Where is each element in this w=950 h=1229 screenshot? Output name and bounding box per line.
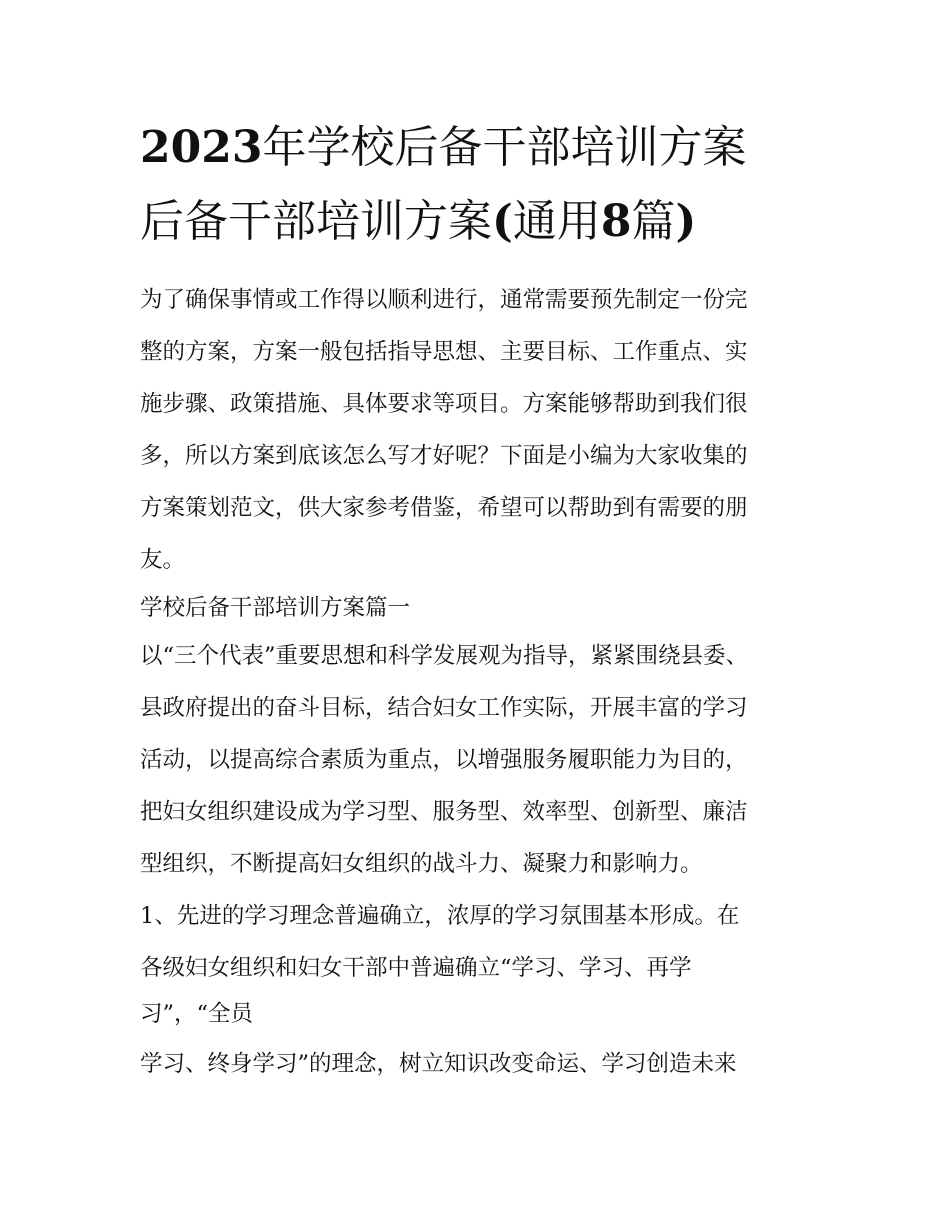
title-text-1: 年学校后备干部培训方案 <box>262 122 747 173</box>
title-paren-open: ( <box>492 196 513 247</box>
intro-line: 友。 <box>140 547 186 573</box>
section-line: 学习、终身学习”的理念，树立知识改变命运、学习创造未来 <box>140 1051 737 1077</box>
title-paren-close: ) <box>675 196 697 247</box>
section-line: 把妇女组织建设成为学习型、服务型、效率型、创新型、廉洁 <box>140 799 748 825</box>
intro-line: 整的方案，方案一般包括指导思想、主要目标、工作重点、实 <box>140 339 748 365</box>
title-year: 2023 <box>140 122 263 173</box>
section-line: 习”，“全员 <box>140 1001 254 1027</box>
section-line: 县政府提出的奋斗目标，结合妇女工作实际，开展丰富的学习 <box>140 695 748 721</box>
title-text-2a: 后备干部培训方案 <box>140 196 492 247</box>
section-line: 各级妇女组织和妇女干部中普遍确立“学习、学习、再学 <box>140 955 692 981</box>
section-line: 以“三个代表”重要思想和科学发展观为指导，紧紧围绕县委、 <box>140 643 749 669</box>
intro-line: 多，所以方案到底该怎么写才好呢？下面是小编为大家收集的 <box>140 443 748 469</box>
section-heading: 学校后备干部培训方案篇一 <box>140 595 411 621</box>
section-line: 型组织，不断提高妇女组织的战斗力、凝聚力和影响力。 <box>140 851 703 877</box>
title-text-2b: 通用 <box>512 196 601 247</box>
section-line: 1、先进的学习理念普遍确立，浓厚的学习氛围基本形成。在 <box>140 903 740 929</box>
intro-line: 为了确保事情或工作得以顺利进行，通常需要预先制定一份完 <box>140 287 748 313</box>
title-count: 8 <box>600 196 632 247</box>
intro-line: 方案策划范文，供大家参考借鉴，希望可以帮助到有需要的朋 <box>140 495 748 521</box>
title-text-2c: 篇 <box>631 196 676 247</box>
section-line: 活动，以提高综合素质为重点，以增强服务履职能力为目的， <box>140 747 748 773</box>
document-title-line-1 <box>140 120 830 176</box>
intro-line: 施步骤、政策措施、具体要求等项目。方案能够帮助到我们很 <box>140 391 748 417</box>
document-title-line-2 <box>140 194 830 250</box>
